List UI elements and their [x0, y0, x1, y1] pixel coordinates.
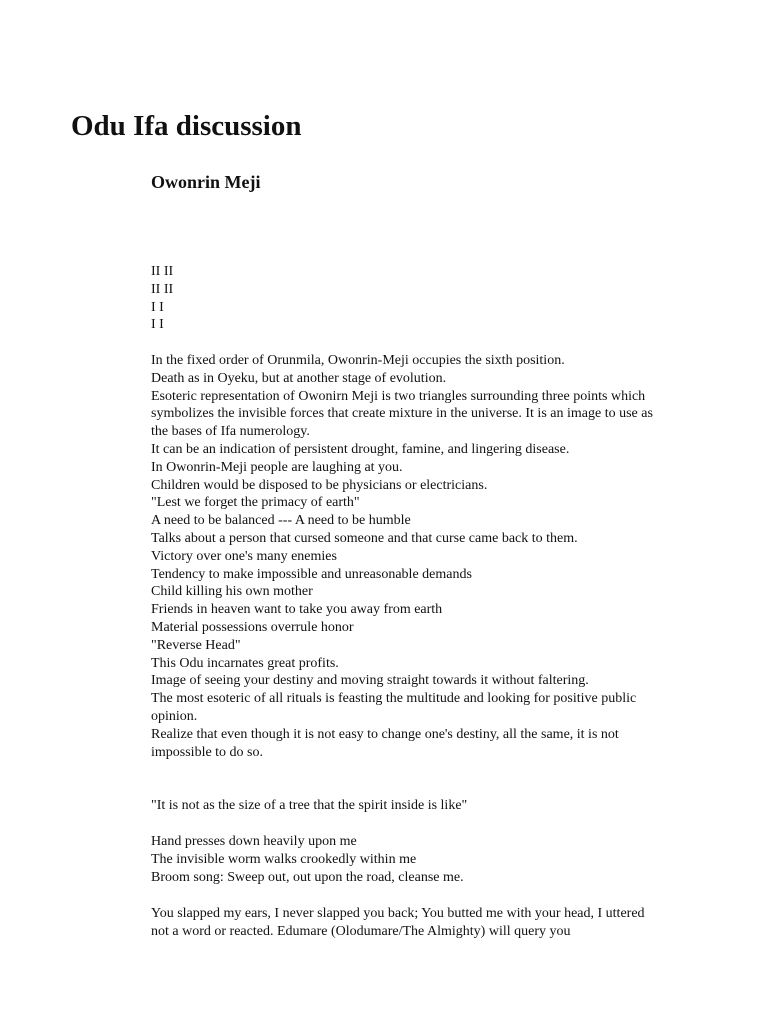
note-line: The most esoteric of all rituals is feasting the multitude and looking for positive public opinion. — [151, 691, 637, 724]
song-line: Hand presses down heavily upon me — [151, 834, 357, 849]
note-line: Realize that even though it is not easy to change one's destiny, all the same, it is not impossible to do so. — [151, 726, 619, 760]
odu-sign-line: II II — [151, 281, 174, 297]
notes-list — [151, 352, 671, 761]
note-line: Material possessions overrule honor — [151, 619, 354, 635]
note-line: This Odu incarnates great profits. — [151, 655, 339, 671]
song-line: Broom song: Sweep out, out upon the road, cleanse me. — [151, 869, 464, 885]
odu-sign — [151, 263, 671, 334]
odu-sign-line: I I — [151, 317, 164, 333]
note-line: Children would be disposed to be physicians or electricians. — [151, 477, 488, 493]
subtitle: Owonrin Meji — [151, 172, 261, 192]
closing-paragraph: You slapped my ears, I never slapped you back; You butted me with your head, I uttered not a word or reacted. Edumare (Olodumare/The Almighty) will query you — [151, 906, 645, 939]
note-line: "Lest we forget the primacy of earth" — [151, 495, 360, 511]
song-lines — [151, 833, 671, 886]
note-line: "Reverse Head" — [151, 637, 241, 653]
note-line: Tendency to make impossible and unreasonable demands — [151, 566, 472, 582]
odu-sign-line: I I — [151, 299, 164, 315]
note-line: Esoteric representation of Owonirn Meji is two triangles surrounding three points which symbolizes the invisible forces that create mixture in the universe. It is an image to use as the bases of Ifa numerology. — [151, 388, 653, 440]
quote: "It is not as the size of a tree that the spirit inside is like" — [151, 798, 468, 813]
note-line: In Owonrin-Meji people are laughing at you. — [151, 459, 403, 475]
note-line: Image of seeing your destiny and moving straight towards it without faltering. — [151, 673, 589, 689]
note-line: Child killing his own mother — [151, 584, 313, 600]
song-line: The invisible worm walks crookedly within me — [151, 851, 417, 867]
note-line: In the fixed order of Orunmila, Owonrin-Meji occupies the sixth position. — [151, 353, 565, 368]
page-title: Odu Ifa discussion — [71, 110, 302, 142]
note-line: It can be an indication of persistent drought, famine, and lingering disease. — [151, 441, 570, 457]
note-line: Talks about a person that cursed someone and that curse came back to them. — [151, 530, 578, 546]
note-line: Friends in heaven want to take you away from earth — [151, 602, 443, 618]
odu-sign-line: II II — [151, 264, 174, 279]
note-line: A need to be balanced --- A need to be humble — [151, 513, 411, 529]
note-line: Victory over one's many enemies — [151, 548, 337, 564]
note-line: Death as in Oyeku, but at another stage of evolution. — [151, 370, 447, 386]
